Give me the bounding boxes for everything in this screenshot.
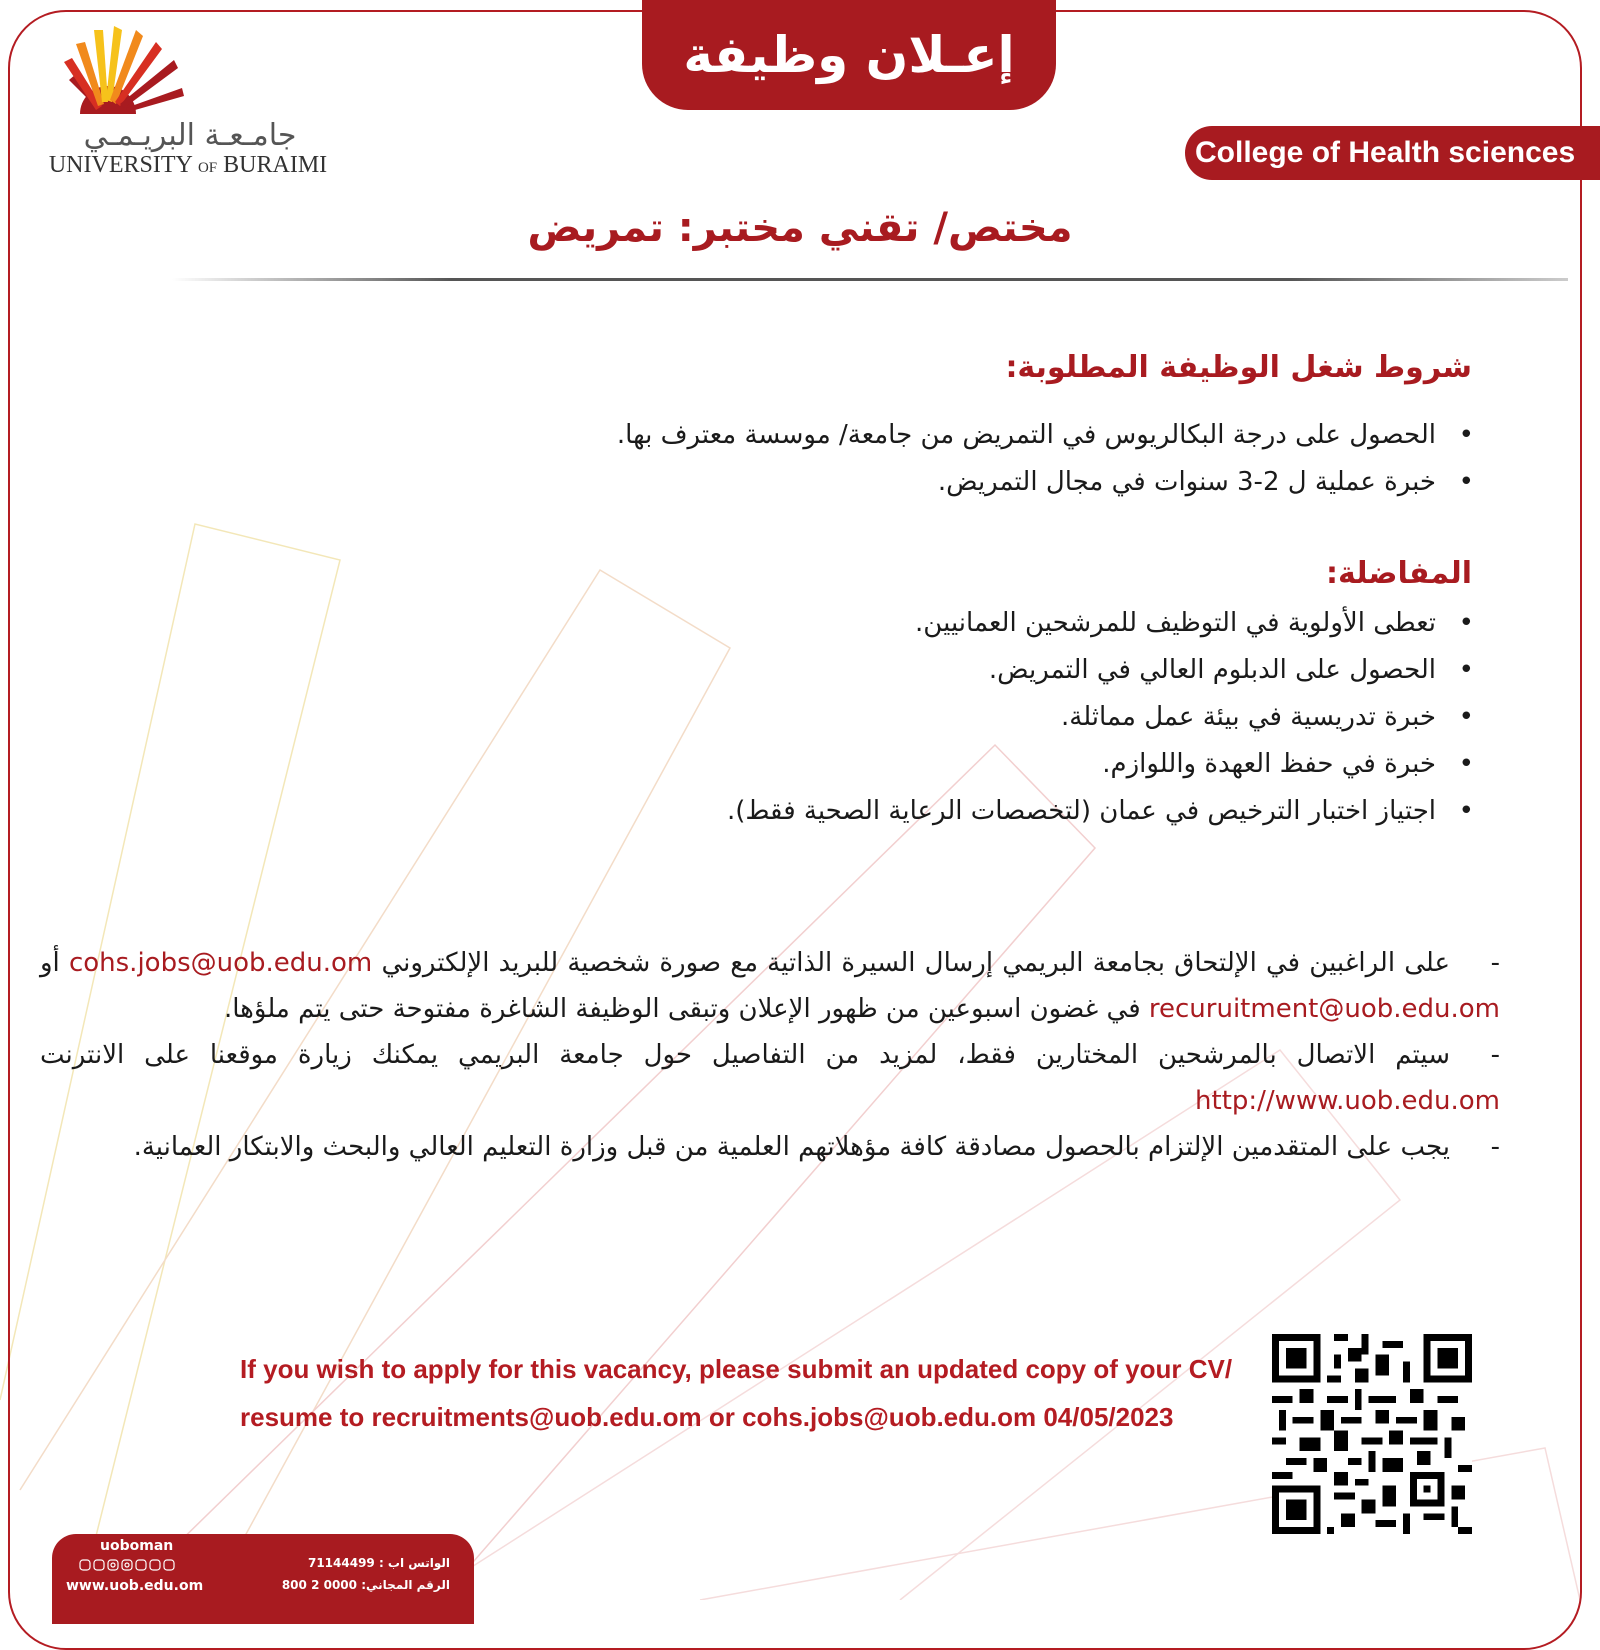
title-divider [172,278,1568,281]
announcement-title: إعـلان وظيفة [642,0,1056,110]
whatsapp-number: الواتس اب : 71144499 [307,1556,450,1570]
website-link[interactable]: http://www.uob.edu.om [1195,1086,1500,1116]
email-link[interactable]: recuruitment@uob.edu.om [1148,994,1500,1024]
footer-website-link[interactable]: www.uob.edu.om [66,1578,204,1594]
application-notes [40,940,1500,1170]
list-item: • تعطى الأولوية في التوظيف للمرشحين العمانيين. [727,600,1474,647]
note-dash: - [1490,1040,1500,1070]
preferences-list [727,600,1474,835]
list-item: • خبرة تدريسية في بيئة عمل مماثلة. [727,694,1474,741]
qr-code-icon[interactable] [1272,1334,1472,1534]
logo-english-name: UNIVERSITY OF BURAIMI [48,152,328,178]
requirements-list [617,412,1474,506]
note-1: -على الراغبين في الإلتحاق بجامعة البريمي إرسال السيرة الذاتية مع صورة شخصية للبريد الإلكتروني cohs.jobs@uob.edu.om أو recuruitment@uob.edu.om في غضون اسبوعين من ظهور الإعلان وتبقى الوظيفة الشاغرة مفتوحة حتى يتم ملؤها. [40,940,1500,1032]
list-item: • الحصول على درجة البكالريوس في التمريض من جامعة/ موسسة معترف بها. [617,412,1474,459]
sunrise-rays-logo-icon [36,22,206,114]
university-logo [36,22,328,182]
list-item: • خبرة في حفظ العهدة واللوازم. [727,741,1474,788]
social-handle[interactable]: uoboman [100,1538,174,1554]
tollfree-number: الرقم المجاني: 0000 2 800 [281,1578,450,1592]
email-link[interactable]: cohs.jobs@uob.edu.om [68,948,373,978]
social-media-icons[interactable] [79,1558,189,1572]
note-dash: - [1490,948,1501,978]
contact-footer [52,1534,474,1624]
note-dash: - [1490,1132,1500,1162]
preferences-heading: المفاضلة: [1326,556,1472,591]
note-2: -سيتم الاتصال بالمرشحين المختارين فقط، لمزيد من التفاصيل حول جامعة البريمي يمكنك زيارة موقعنا على الانترنت http://www.uob.edu.om [40,1032,1500,1124]
list-item: • خبرة عملية ل 2-3 سنوات في مجال التمريض. [617,459,1474,506]
apply-instructions-english: If you wish to apply for this vacancy, please submit an updated copy of your CV/ resume to recruitments@uob.edu.om or cohs.jobs@uob.edu.om 04/05/2023 [240,1354,1233,1432]
note-3: -يجب على المتقدمين الإلتزام بالحصول مصادقة كافة مؤهلاتهم العلمية من قبل وزارة التعليم العالي والبحث والابتكار العمانية. [40,1124,1500,1170]
college-badge: College of Health sciences [1185,126,1600,180]
logo-arabic-name: جامـعـة البريـمـي [83,118,297,153]
job-title: مختص/ تقني مختبر: تمريض [527,205,1073,251]
requirements-heading: شروط شغل الوظيفة المطلوبة: [1005,350,1472,385]
list-item: • الحصول على الدبلوم العالي في التمريض. [727,647,1474,694]
list-item: • اجتياز اختبار الترخيص في عمان (لتخصصات الرعاية الصحية فقط). [727,788,1474,835]
